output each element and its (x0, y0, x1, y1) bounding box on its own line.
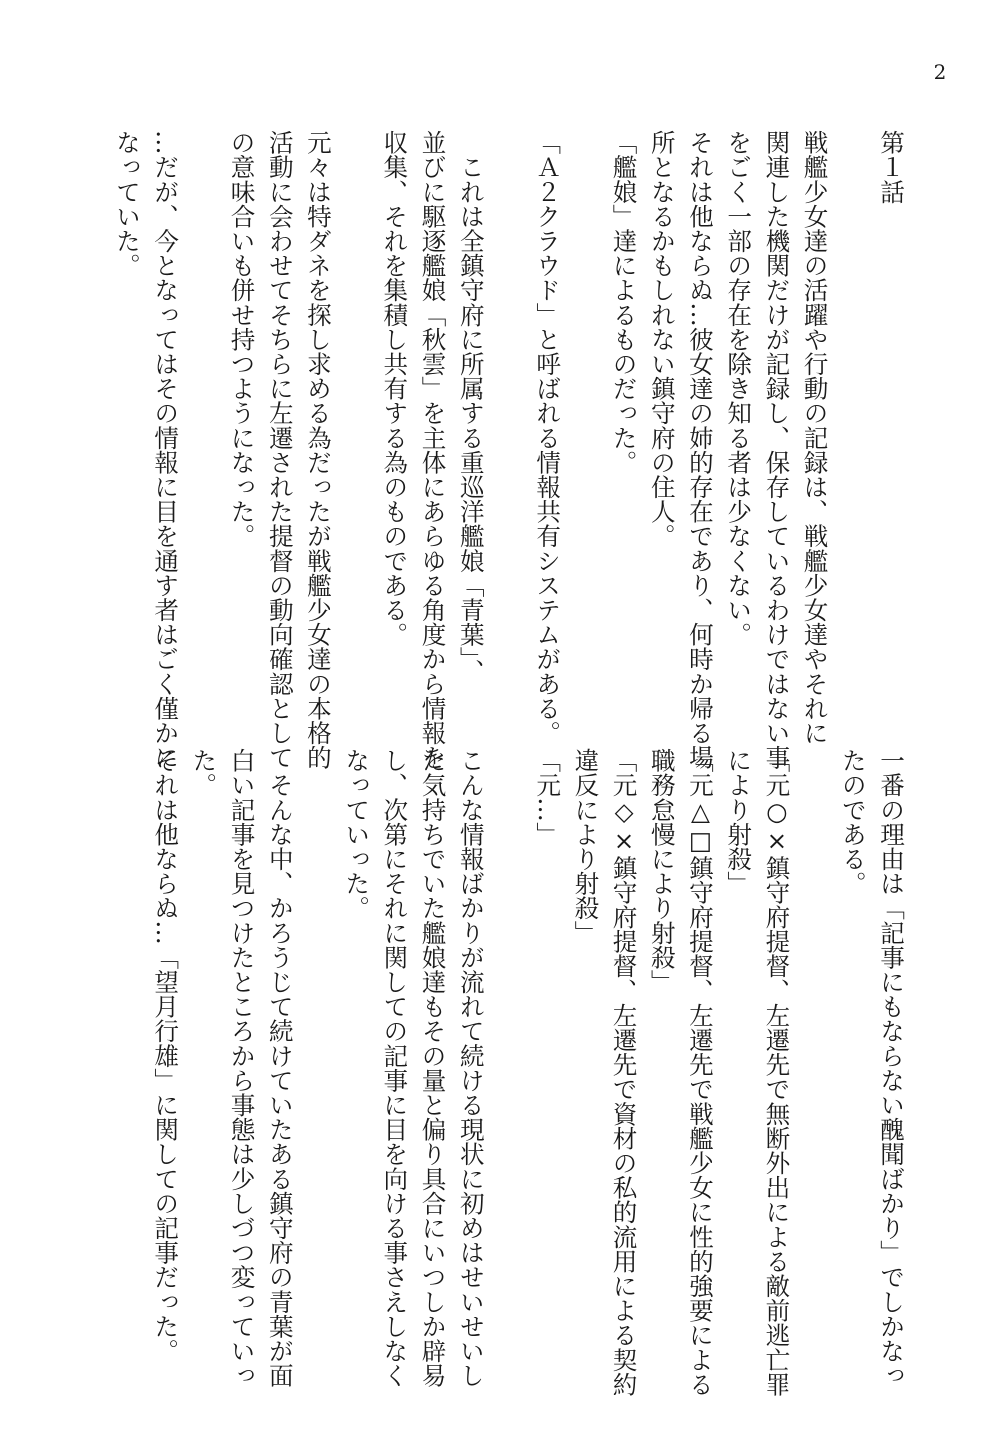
text-line: それは他ならぬ…「望月行雄」に関しての記事だった。 (151, 748, 181, 1363)
text-line: なっていた。 (112, 130, 142, 278)
text-line: 「元○×鎮守府提督、左遷先で無断外出による敵前逃亡罪 (762, 748, 792, 1397)
text-line: 職務怠慢により射殺」 (647, 748, 677, 994)
text-line: の意味合いも併せ持つようになった。 (227, 130, 257, 549)
lower-text-block (146, 748, 910, 1397)
text-line: たのである。 (838, 748, 868, 896)
text-line: 活動に会わせてそちらに左遷された提督の動向確認として (265, 130, 295, 770)
text-line: 違反により射殺」 (571, 748, 601, 945)
text-line: により射殺」 (724, 748, 754, 896)
text-line: 「Ａ２クラウド」と呼ばれる情報共有システムがある。 (533, 130, 563, 745)
text-line: …だが、今となってはその情報に目を通す者はごく僅かに (151, 130, 181, 770)
text-line: 一番の理由は「記事にもならない醜聞ばかり」でしかなっ (877, 748, 906, 1388)
text-line: 元々は特ダネを探し求める為だったが戦艦少女達の本格的 (303, 130, 333, 770)
text-line: た。 (189, 748, 219, 798)
text-line: 収集、それを集積し共有する為のものである。 (380, 130, 410, 647)
text-line: 「元…」 (533, 748, 563, 847)
text-line: なっていった。 (342, 748, 372, 921)
text-line: 所となるかもしれない鎮守府の住人。 (647, 130, 677, 549)
text-line: 「元△□鎮守府提督、左遷先で戦艦少女に性的強要による (685, 748, 715, 1397)
text-line: 白い記事を見つけたところから事態は少しづつ変っていっ (227, 748, 257, 1388)
text-line: これは全鎮守府に所属する重巡洋艦娘「青葉」、 (456, 130, 486, 684)
text-line: た気持ちでいた艦娘達もその量と偏り具合にいつしか辟易 (418, 748, 448, 1388)
blank-line (795, 748, 833, 1348)
text-line: 第１話 (877, 130, 906, 204)
text-line: 並びに駆逐艦娘「秋雲」を主体にあらゆる角度から情報を (418, 130, 448, 770)
text-line: 関連した機関だけが記録し、保存しているわけではない事 (762, 130, 792, 770)
text-line: こんな情報ばかりが流れて続ける現状に初めはせいせいし (456, 748, 486, 1388)
page-number: 2 (933, 60, 947, 84)
blank-line (490, 748, 528, 1348)
blank-line (299, 748, 337, 1348)
blank-line (184, 130, 222, 690)
blank-line (566, 130, 604, 690)
text-line: そんな中、かろうじて続けていたある鎮守府の青葉が面 (265, 748, 295, 1388)
text-line: し、次第にそれに関しての記事に目を向ける事さえしなく (380, 748, 410, 1388)
text-line: 「艦娘」達によるものだった。 (609, 130, 639, 475)
text-line: をごく一部の存在を除き知る者は少なくない。 (724, 130, 754, 647)
text-line: それは他ならぬ…彼女達の姉的存在であり、何時か帰る場 (685, 130, 715, 770)
blank-line (834, 130, 872, 690)
blank-line (490, 130, 528, 690)
text-line: 「元◇×鎮守府提督、左遷先で資材の私的流用による契約 (609, 748, 639, 1397)
text-line: 戦艦少女達の活躍や行動の記録は、戦艦少女達やそれに (800, 130, 830, 745)
blank-line (337, 130, 375, 690)
upper-text-block (108, 130, 910, 770)
